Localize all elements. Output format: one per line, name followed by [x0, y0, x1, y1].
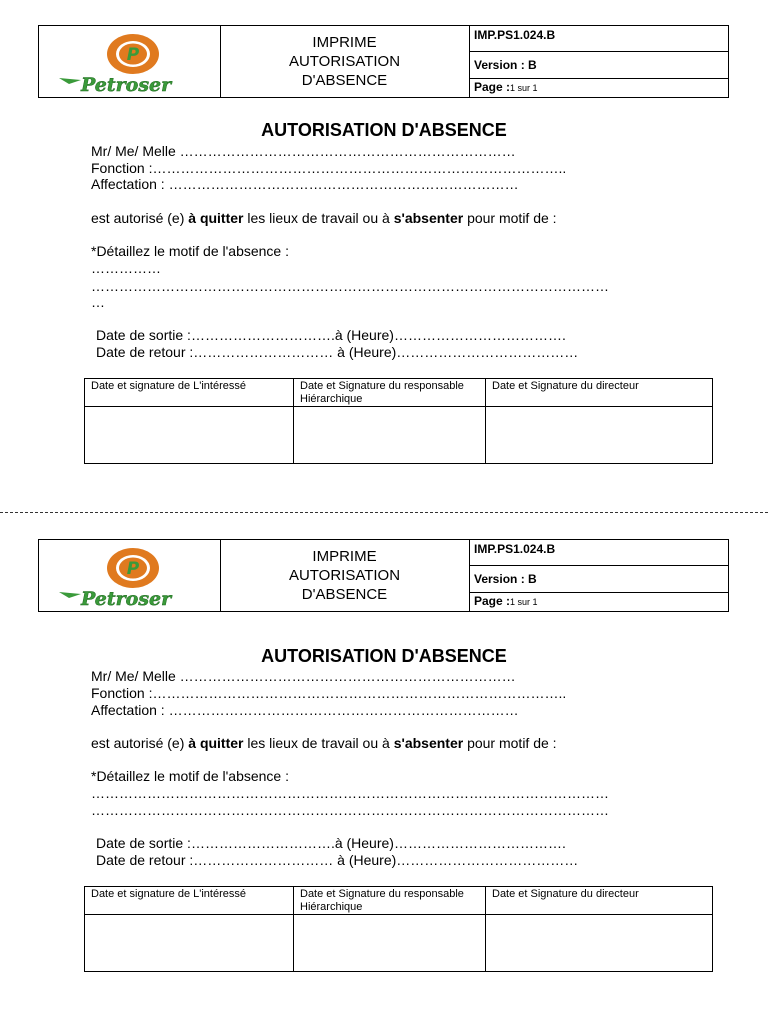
name-field: Mr/ Me/ Melle ……………………………………………………………… [91, 668, 516, 684]
svg-text:Petroser: Petroser [81, 588, 172, 608]
return-date-field: Date de retour :………………………… à (Heure)………………………………… [96, 344, 579, 360]
signature-header-manager: Date et Signature du responsable Hiérarchique [294, 887, 485, 915]
svg-text:P: P [126, 45, 140, 65]
document-reference: IMP.PS1.024.B [474, 28, 556, 42]
detail-line: ………………………………………………………………………………………………… [91, 802, 609, 818]
document-version: Version : B [474, 572, 537, 586]
affectation-field: Affectation : ………………………………………………………………… [91, 176, 519, 192]
detail-line: ………………………………………………………………………………………………… [91, 278, 609, 294]
signature-header-employee: Date et signature de L'intéressé [85, 887, 293, 915]
header-title-line: D'ABSENCE [301, 72, 388, 89]
logo-cell [39, 26, 221, 97]
detail-label: *Détaillez le motif de l'absence : [91, 768, 289, 784]
departure-date-field: Date de sortie :………………………….à (Heure)………………………………. [96, 327, 566, 343]
signature-header-director: Date et Signature du directeur [486, 379, 712, 407]
header-title-line: D'ABSENCE [301, 586, 388, 603]
cut-line-divider [0, 512, 768, 513]
affectation-field: Affectation : ………………………………………………………………… [91, 702, 519, 718]
departure-date-field: Date de sortie :………………………….à (Heure)………………………………. [96, 835, 566, 851]
return-date-field: Date de retour :………………………… à (Heure)………………………………… [96, 852, 579, 868]
absence-form-bottom [0, 514, 768, 994]
petroser-logo [57, 544, 202, 608]
detail-line: … [91, 294, 105, 310]
absence-form-top [0, 0, 768, 480]
form-title: AUTORISATION D'ABSENCE [261, 120, 507, 140]
header-title-line: AUTORISATION [288, 53, 401, 70]
form-header-meta [470, 26, 728, 97]
authorization-sentence: est autorisé (e) à quitter les lieux de travail ou à s'absenter pour motif de : [91, 735, 557, 751]
header-title-line: IMPRIME [312, 548, 377, 565]
authorization-sentence: est autorisé (e) à quitter les lieux de travail ou à s'absenter pour motif de : [91, 210, 557, 226]
document-reference: IMP.PS1.024.B [474, 542, 556, 556]
signature-table [84, 378, 713, 464]
signature-header-manager: Date et Signature du responsable Hiérarchique [294, 379, 485, 407]
form-header-title [220, 540, 470, 611]
detail-line: ………………………………………………………………………………………………… [91, 785, 609, 801]
form-header [38, 25, 729, 98]
form-title: AUTORISATION D'ABSENCE [261, 646, 507, 666]
fonction-field: Fonction :…………………………………………………………………………….. [91, 685, 567, 701]
header-title-line: IMPRIME [312, 34, 377, 51]
form-header [38, 539, 729, 612]
logo-cell [39, 540, 221, 611]
petroser-logo [57, 30, 202, 94]
svg-text:P: P [126, 559, 140, 579]
page-label: Page : [474, 80, 511, 94]
document-version: Version : B [474, 58, 537, 72]
detail-line: …………… [91, 260, 161, 276]
form-header-title [220, 26, 470, 97]
header-title-line: AUTORISATION [288, 567, 401, 584]
signature-table [84, 886, 713, 972]
form-header-meta [470, 540, 728, 611]
fonction-field: Fonction :…………………………………………………………………………….. [91, 160, 567, 176]
name-field: Mr/ Me/ Melle ……………………………………………………………… [91, 143, 516, 159]
page-number: 1 sur 1 [510, 597, 538, 607]
signature-header-employee: Date et signature de L'intéressé [85, 379, 293, 407]
page-number: 1 sur 1 [510, 83, 538, 93]
detail-label: *Détaillez le motif de l'absence : [91, 243, 289, 259]
svg-text:Petroser: Petroser [81, 74, 172, 94]
signature-header-director: Date et Signature du directeur [486, 887, 712, 915]
page-label: Page : [474, 594, 511, 608]
